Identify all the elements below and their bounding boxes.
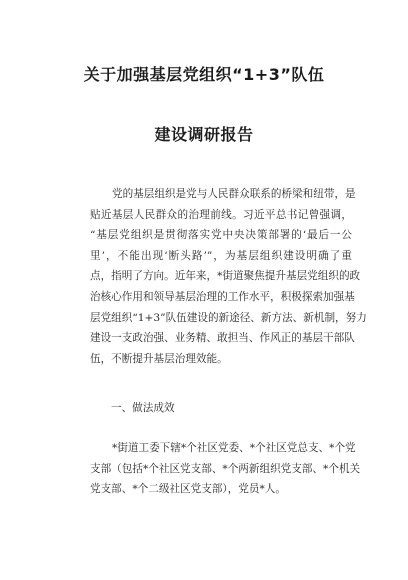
- paragraph-line: 点，指明了方向。近年来，*街道聚焦提升基层党组织的政: [90, 270, 361, 283]
- paragraph-line: *街道工委下辖*个社区党委、*个社区党总支、*个党: [112, 442, 356, 454]
- paragraph-line: 层党组织“1+3”队伍建设的新途径、新方法、新机制，努力: [90, 311, 367, 324]
- section-paragraph: [90, 438, 361, 500]
- paragraph-line: 建设一支政治强、业务精、敢担当、作风正的基层干部队: [90, 332, 355, 345]
- paragraph-line: 党支部、*个二级社区党支部），党员*人。: [90, 483, 286, 496]
- section-heading: 一、做法成效: [111, 402, 175, 414]
- paragraph-line: “基层党组织是贯彻落实党中央决策部署的‘最后一公: [90, 229, 352, 242]
- paragraph-line: 里’，不能出现‘断头路’”，为基层组织建设明确了重: [90, 249, 352, 262]
- intro-paragraph: [90, 184, 367, 369]
- paragraph-line: 治核心作用和领导基层治理的工作水平，积极探索加强基: [90, 290, 355, 303]
- paragraph-line: 贴近基层人民群众的治理前线。习近平总书记曾强调，: [90, 208, 352, 221]
- paragraph-line: 支部（包括*个社区党支部、*个两新组织党支部、*个机关: [90, 462, 361, 475]
- document-title-line-2: 建设调研报告: [154, 125, 254, 144]
- paragraph-line: 伍，不断提升基层治理效能。: [90, 352, 228, 365]
- paragraph-line: 党的基层组织是党与人民群众联系的桥梁和纽带，是: [112, 188, 356, 200]
- document-title-line-1: 关于加强基层党组织“1+3”队伍: [83, 65, 325, 84]
